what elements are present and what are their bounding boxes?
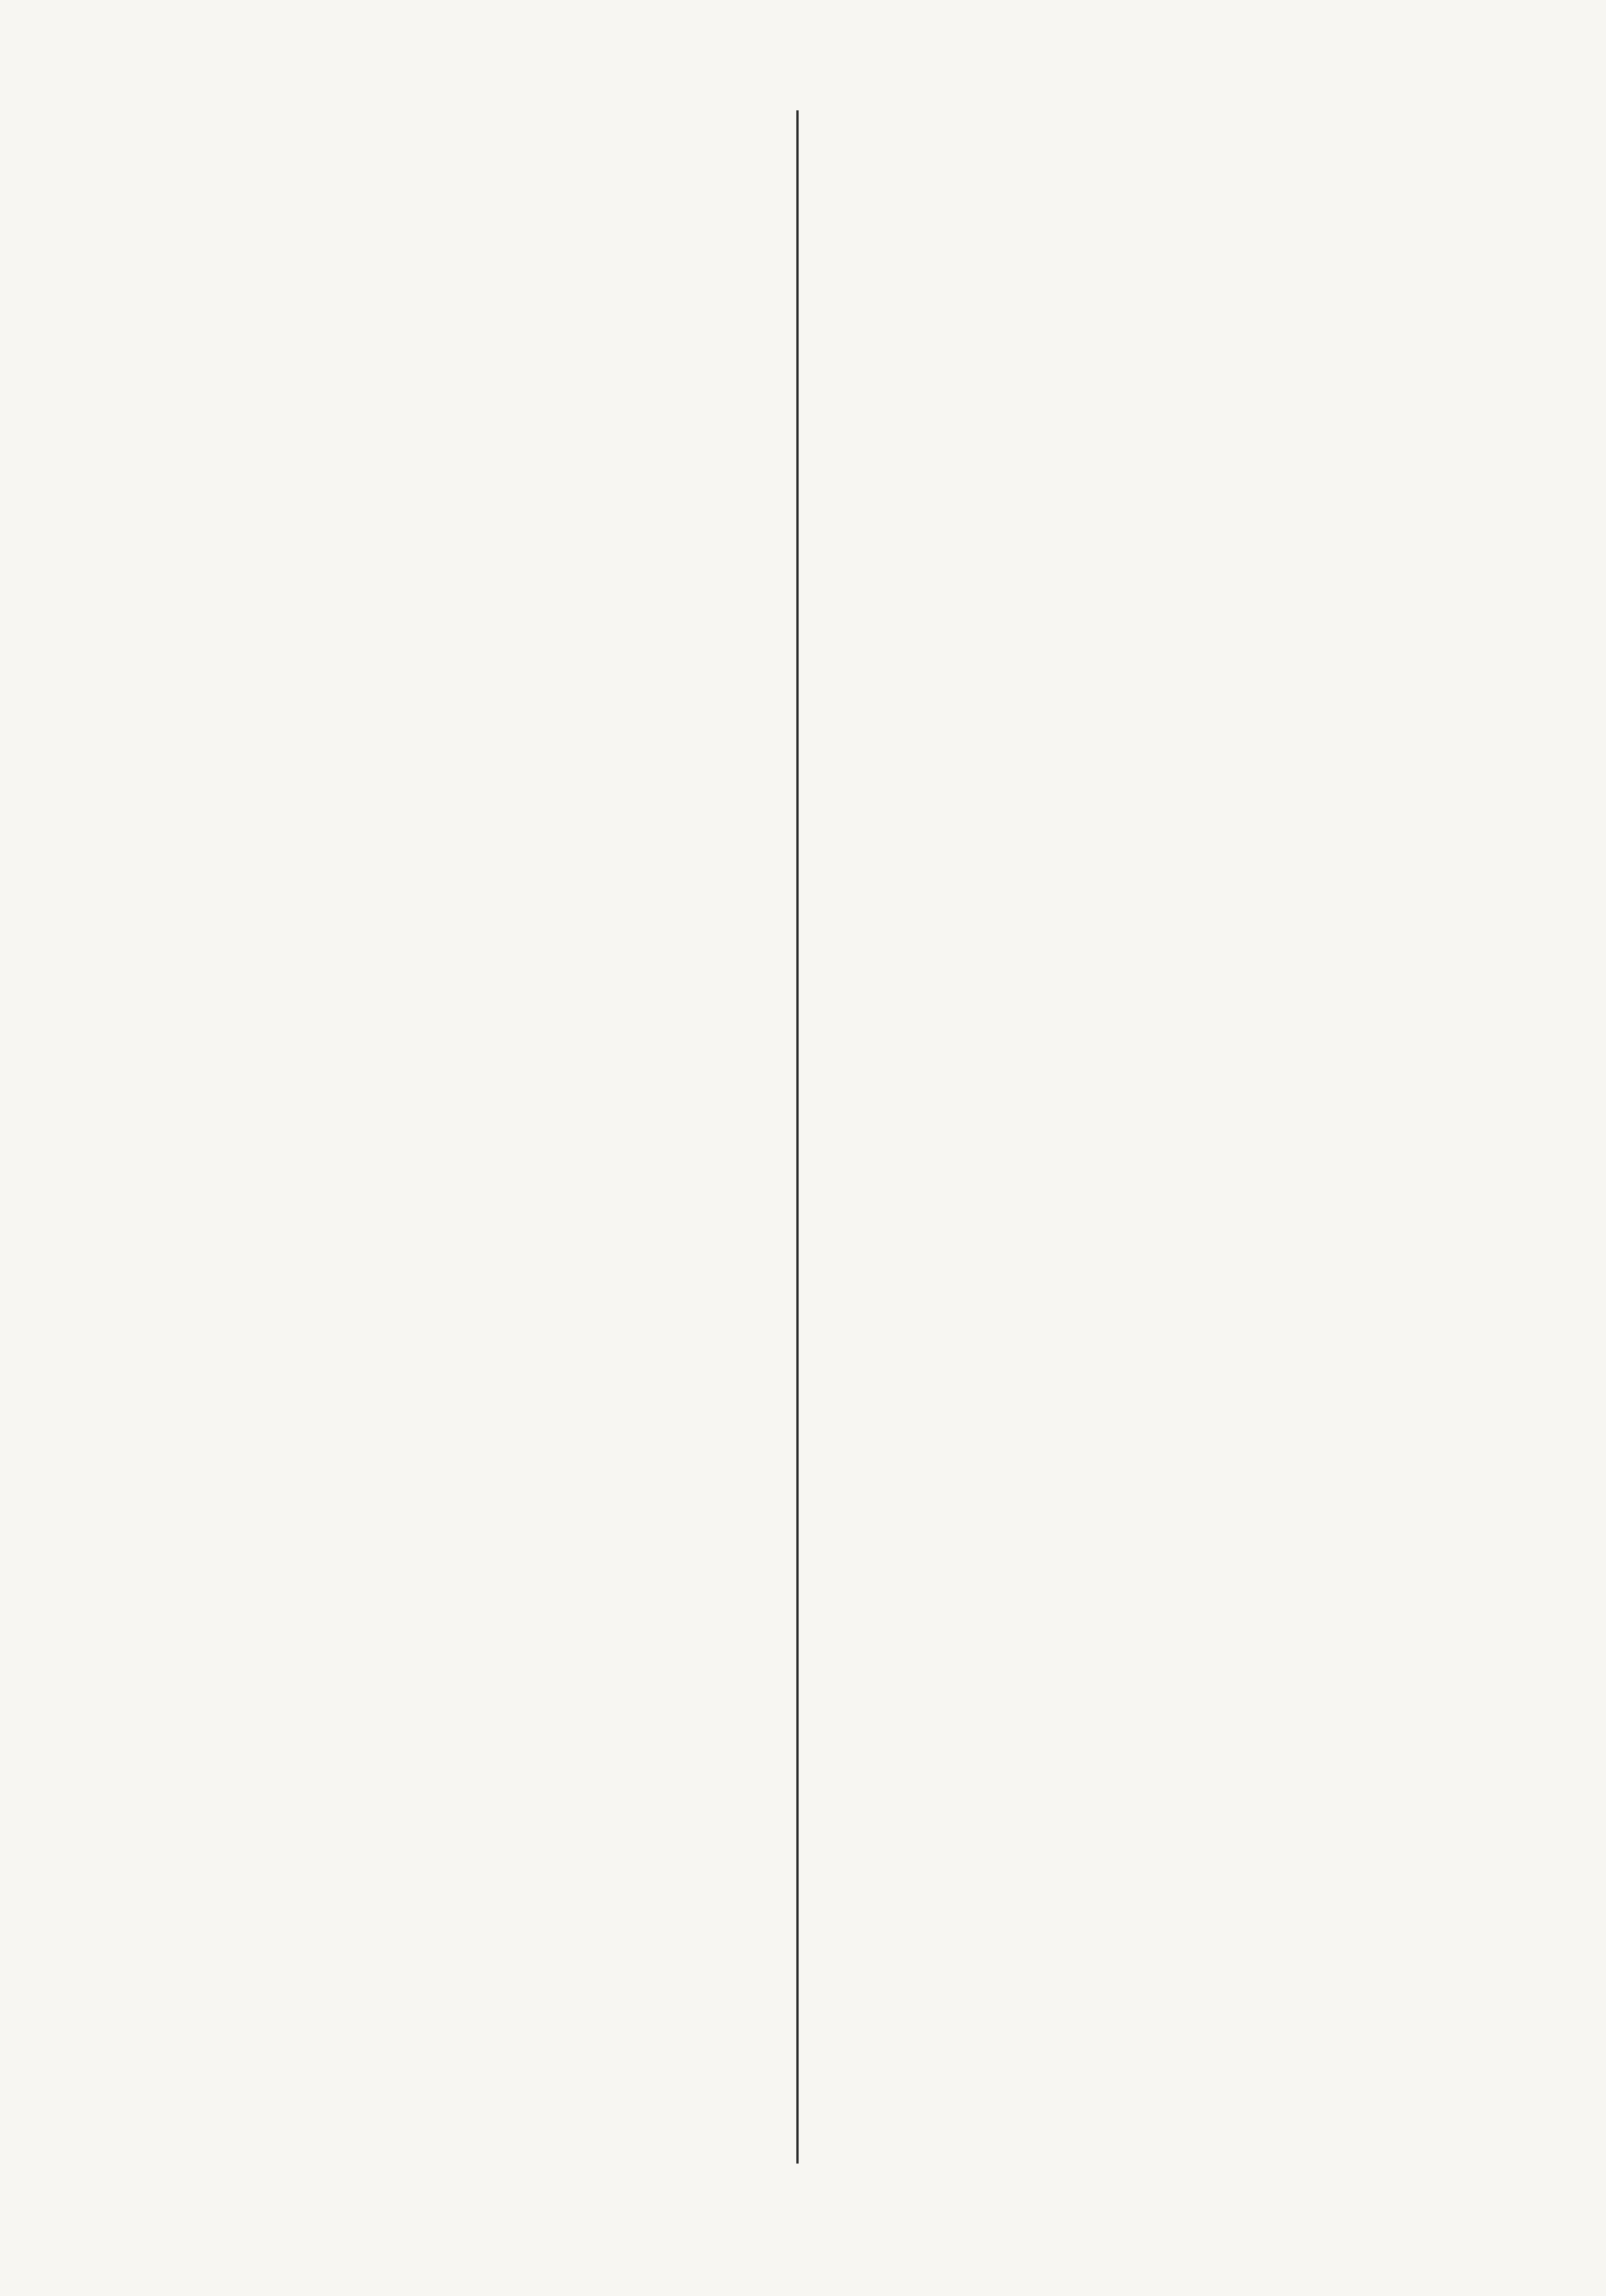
- essay-line: [94, 238, 765, 283]
- q-answer: [135, 868, 765, 913]
- q-answer: [857, 688, 1499, 733]
- q-answer-cont: [816, 328, 1499, 373]
- q-number: [816, 193, 857, 238]
- q-answer: [135, 959, 765, 1004]
- essay-line: [94, 193, 765, 238]
- fill-row: [94, 1229, 765, 1274]
- essay-line: [94, 103, 765, 148]
- unit7-q57: [94, 823, 765, 868]
- essay-line: [94, 1589, 765, 1634]
- unit9-q56: [816, 193, 1499, 238]
- unit7-choice-answers: [94, 598, 765, 779]
- essay-line: [94, 1499, 765, 1544]
- fill-row: [94, 1138, 765, 1183]
- essay-line: [94, 1769, 765, 1814]
- q-number: [94, 1049, 135, 1094]
- left-column: [94, 103, 765, 2039]
- unit9-q57: [816, 283, 1499, 328]
- essay-line: [94, 283, 765, 328]
- q-number: [94, 823, 135, 868]
- q-number: [94, 868, 135, 913]
- q-answer-cont: [94, 913, 765, 958]
- fill-row: [94, 1094, 765, 1138]
- essay-line: [94, 328, 765, 373]
- essay-line: [94, 1905, 765, 1949]
- unit9-q60: [816, 643, 1499, 688]
- essay-line: [94, 148, 765, 193]
- q-answer: [857, 643, 1499, 688]
- unit7-q60: [94, 1049, 765, 1094]
- essay-line: [94, 1814, 765, 1859]
- unit8-heading: [94, 1994, 765, 2039]
- answer-row: [94, 688, 765, 733]
- essay-line: [94, 1949, 765, 1994]
- unit7-heading: [94, 553, 765, 598]
- q-number: [816, 734, 857, 779]
- answer-row: [94, 643, 765, 688]
- unit9-q58: [816, 373, 1499, 418]
- fill-row: [94, 1319, 765, 1364]
- q-number: [816, 373, 857, 418]
- unit7-q58: [94, 868, 765, 913]
- unit7-q56: [94, 779, 765, 823]
- essay-line: [94, 1724, 765, 1769]
- unit9-heading: [816, 148, 1499, 193]
- q-answer: [135, 1049, 765, 1094]
- q-answer-cont: [816, 238, 1499, 283]
- column-divider: [796, 110, 799, 2164]
- answer-row: [94, 598, 765, 643]
- essay-line: [94, 1679, 765, 1724]
- unit9-q59: [816, 464, 1499, 509]
- q-answer-cont: [816, 553, 1499, 598]
- unit9-q71: [816, 688, 1499, 733]
- essay-line: [94, 1859, 765, 1904]
- q-answer: [857, 734, 1499, 779]
- essay-line: [94, 418, 765, 463]
- unit7-q59: [94, 959, 765, 1004]
- q-answer: [135, 823, 765, 868]
- answer-row: [94, 734, 765, 779]
- essay-line: [94, 1634, 765, 1679]
- writing-heading: [816, 103, 1499, 148]
- q-answer-cont: [816, 509, 1499, 553]
- writing-heading: [94, 1409, 765, 1453]
- q-number: [816, 688, 857, 733]
- unit9-q72: [816, 734, 1499, 779]
- q-answer-cont: [816, 598, 1499, 643]
- writing-title: [94, 1454, 765, 1499]
- q-number: [816, 283, 857, 328]
- essay-line: [94, 373, 765, 418]
- unit7-fill-answers: [94, 1094, 765, 1409]
- q-answer: [857, 193, 1499, 238]
- q-number: [94, 959, 135, 1004]
- fill-row: [94, 1184, 765, 1229]
- q-number: [816, 643, 857, 688]
- essay-line: [94, 464, 765, 509]
- q-answer: [857, 373, 1499, 418]
- q-number: [816, 464, 857, 509]
- writing-body: [94, 1499, 765, 1949]
- essay-line: [94, 509, 765, 553]
- fill-row: [94, 1274, 765, 1319]
- q-answer-cont: [816, 418, 1499, 463]
- q-number: [94, 779, 135, 823]
- q-answer-cont: [94, 1004, 765, 1049]
- right-column: [816, 103, 1499, 779]
- q-answer: [135, 779, 765, 823]
- essay-line: [94, 1544, 765, 1589]
- q-answer: [857, 464, 1499, 509]
- fill-row: [94, 1364, 765, 1409]
- q-answer: [857, 283, 1499, 328]
